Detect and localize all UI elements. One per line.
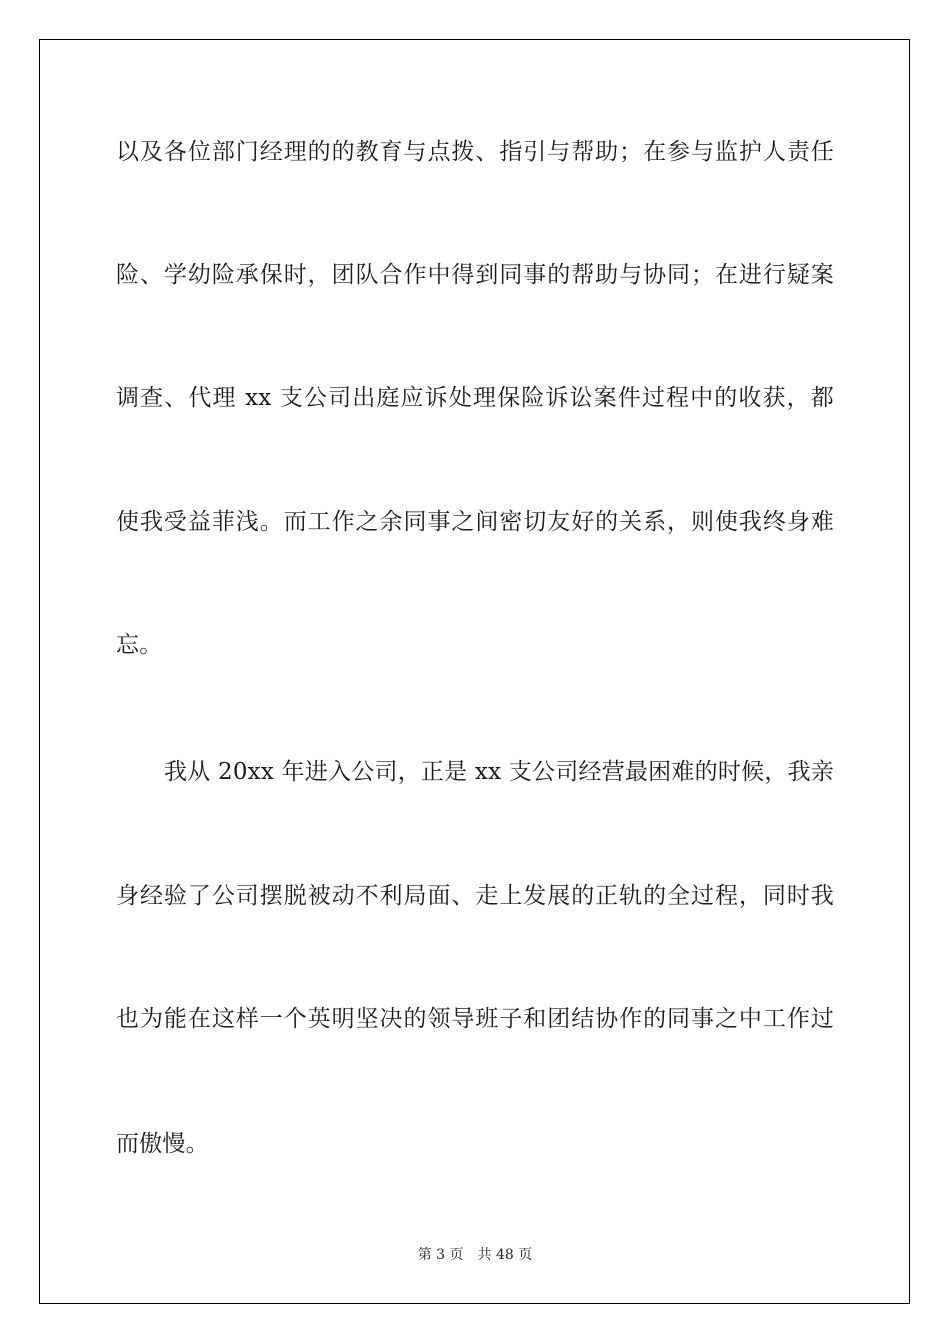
page-footer (0, 1246, 950, 1264)
text-line-3: 调查、代理 xx 支公司出庭应诉处理保险诉讼案件过程中的收获，都 (116, 385, 834, 411)
text-line-4: 使我受益菲浅。而工作之余同事之间密切友好的关系，则使我终身难 (116, 509, 834, 535)
text-line-7: 身经验了公司摆脱被动不利局面、走上发展的正轨的全过程，同时我 (116, 883, 834, 909)
page-number: 第 3 页 (417, 1247, 464, 1263)
text-line-5: 忘。 (116, 632, 163, 658)
text-line-2: 险、学幼险承保时，团队合作中得到同事的帮助与协同；在进行疑案 (116, 262, 834, 288)
text-line-1: 以及各位部门经理的的教育与点拨、指引与帮助；在参与监护人责任 (116, 139, 834, 165)
text-line-6: 我从 20xx 年进入公司，正是 xx 支公司经营最困难的时候，我亲 (164, 759, 834, 785)
page-total: 共 48 页 (477, 1247, 533, 1263)
page-border (39, 39, 910, 1304)
text-line-8: 也为能在这样一个英明坚决的领导班子和团结协作的同事之中工作过 (116, 1006, 834, 1032)
text-line-9: 而傲慢。 (116, 1131, 209, 1157)
